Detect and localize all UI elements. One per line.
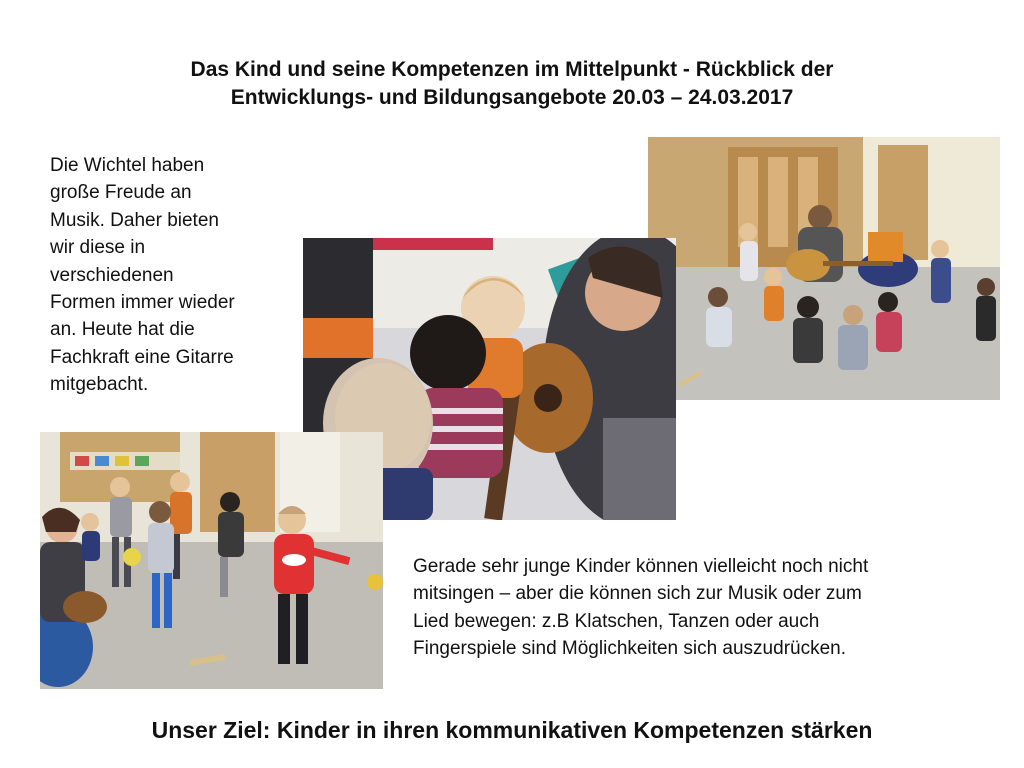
intro-line: wir diese in <box>50 237 146 259</box>
slide-title-line-1: Das Kind und seine Kompetenzen im Mittelpunkt - Rückblick der <box>190 58 834 81</box>
photo-children-circle-guitar <box>648 137 1000 400</box>
intro-line: Fachkraft eine Gitarre <box>50 346 234 368</box>
intro-line: Formen immer wieder <box>50 292 235 314</box>
description-line: Fingerspiele sind Möglichkeiten sich auszudrücken. <box>413 638 847 660</box>
photo-children-dancing <box>40 432 383 689</box>
goal-statement: Unser Ziel: Kinder in ihren kommunikativen Kompetenzen stärken <box>151 717 873 743</box>
intro-line: Die Wichtel haben <box>50 155 205 176</box>
intro-text-block <box>50 152 290 399</box>
intro-line: verschiedenen <box>50 264 174 286</box>
description-text-block <box>413 553 1003 663</box>
slide-title-line-2: Entwicklungs- und Bildungsangebote 20.03 – 24.03.2017 <box>230 86 794 109</box>
description-line: Lied bewegen: z.B Klatschen, Tanzen oder auch <box>413 610 820 632</box>
description-line: mitsingen – aber die können sich zur Musik oder zum <box>413 583 862 605</box>
description-line: Gerade sehr junge Kinder können vielleicht noch nicht <box>413 556 869 577</box>
intro-line: mitgebacht. <box>50 374 149 396</box>
slide-title <box>60 56 964 112</box>
intro-line: an. Heute hat die <box>50 319 195 341</box>
intro-line: Musik. Daher bieten <box>50 209 219 231</box>
intro-line: große Freude an <box>50 182 192 204</box>
